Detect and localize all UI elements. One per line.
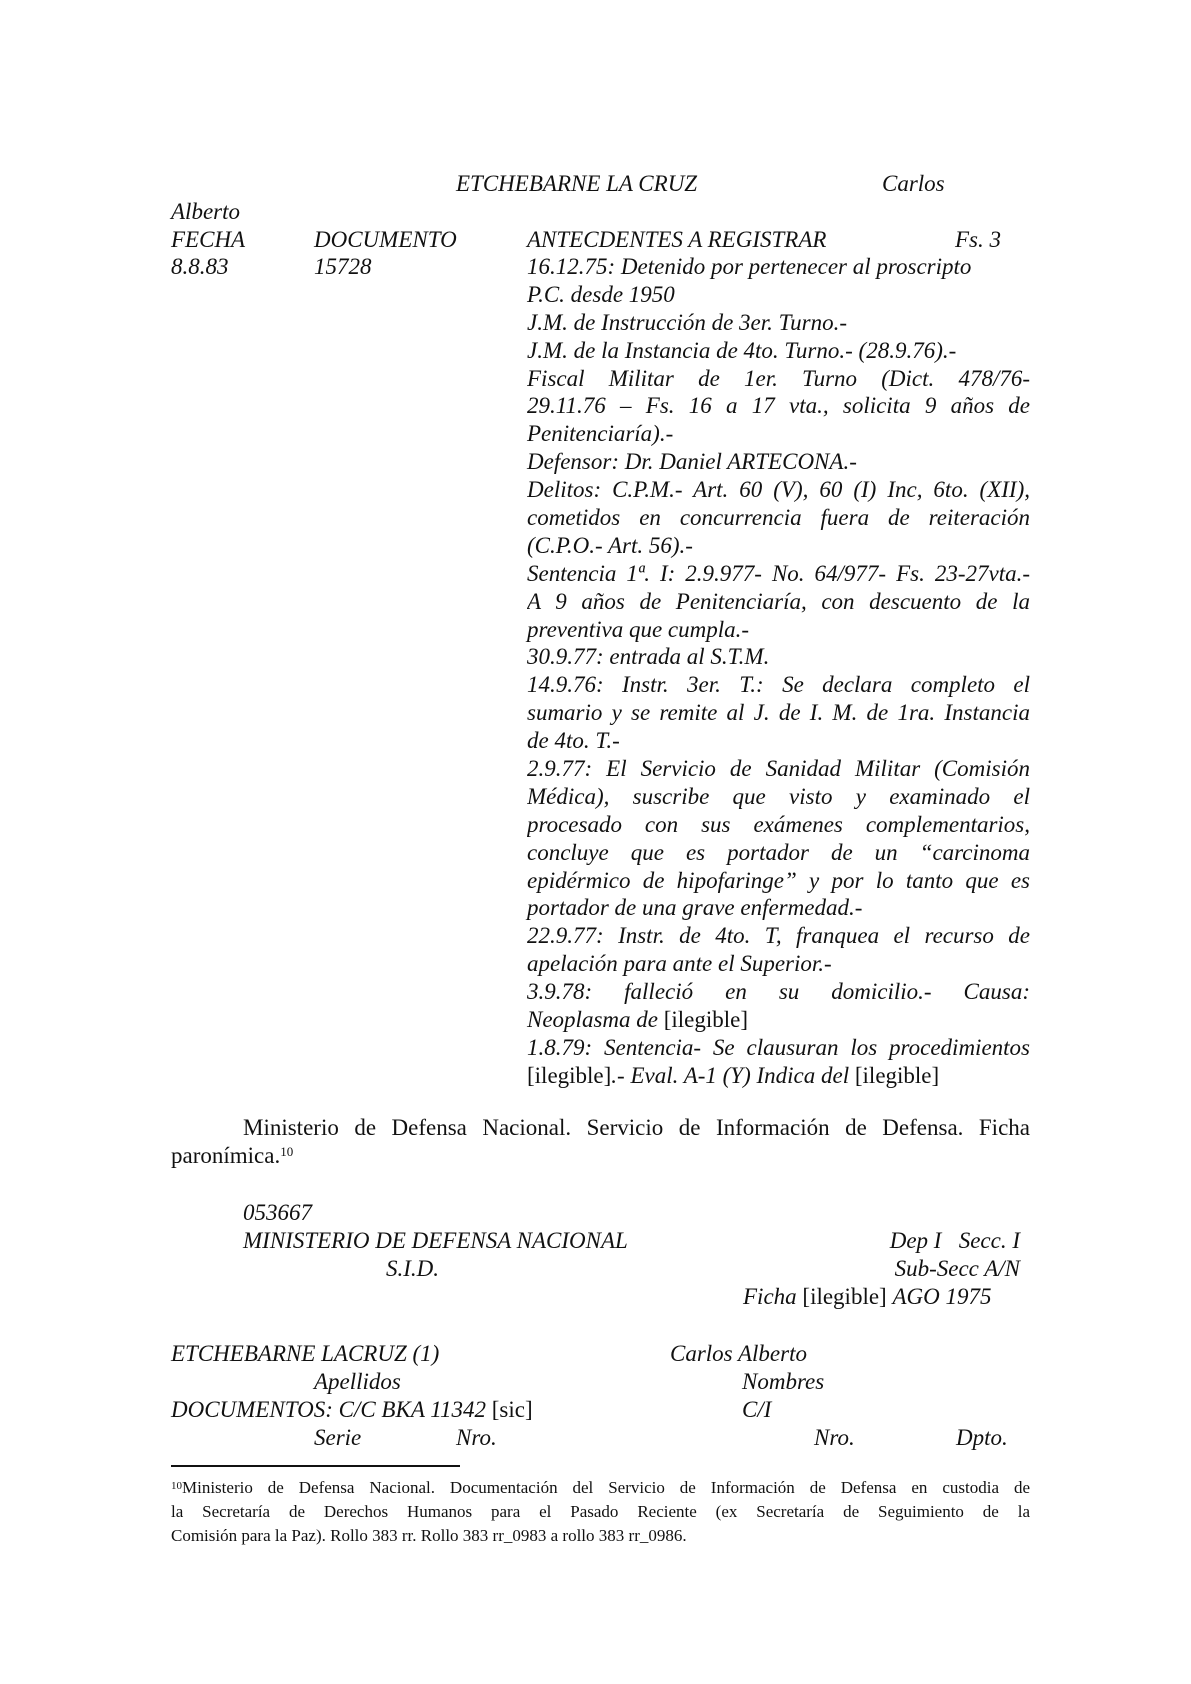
folio-number: Fs. 3 <box>955 227 1001 252</box>
illegible-mark: [ilegible] <box>527 1062 612 1088</box>
footnote-marker: 10 <box>171 1480 182 1492</box>
antecedente-line <box>527 476 1030 504</box>
ficha-ministry: MINISTERIO DE DEFENSA NACIONAL <box>243 1228 628 1253</box>
antecedente-line <box>527 643 1030 671</box>
antecedente-text: J.M. de la Instancia de 4to. Turno.- (28.9.76).- <box>527 337 957 363</box>
ficha-documentos: DOCUMENTOS: C/C BKA 11342 <box>171 1397 487 1422</box>
ficha-illegible: [ilegible] <box>802 1284 887 1309</box>
antecedente-line <box>527 309 1030 337</box>
antecedente-line <box>527 1034 1030 1062</box>
illegible-mark: [ilegible] <box>854 1062 940 1088</box>
illegible-mark: [ilegible] <box>663 1007 749 1033</box>
footnote-line-1: Ministerio de Defensa Nacional. Documentación del Servicio de Información de Defensa en custodia de <box>182 1478 1030 1497</box>
antecedente-line <box>527 755 1030 783</box>
ficha-subsection: Sub-Secc A/N <box>894 1256 1020 1281</box>
ficha-date: AGO 1975 <box>892 1284 992 1309</box>
antecedente-line <box>527 588 1030 616</box>
ficha-label: Ficha <box>743 1284 797 1309</box>
paragraph-line-1: Ministerio de Defensa Nacional. Servicio de Información de Defensa. Ficha <box>243 1115 1030 1140</box>
antecedente-line <box>527 783 1030 811</box>
antecedente-line <box>527 978 1030 1006</box>
ficha-line <box>743 1283 991 1311</box>
antecedente-text: Delitos: C.P.M.- Art. 60 (V), 60 (I) Inc, 6to. (XII), <box>527 477 1030 503</box>
antecedente-text: J.M. de Instrucción de 3er. Turno.- <box>527 309 848 335</box>
antecedente-text: de 4to. T.- <box>527 728 620 754</box>
row-date: 8.8.83 <box>171 254 229 279</box>
ficha-nombres-label: Nombres <box>742 1369 825 1394</box>
antecedente-line <box>527 365 1030 393</box>
antecedente-line <box>527 560 1030 588</box>
antecedente-line <box>527 839 1030 867</box>
antecedente-text: A 9 años de Penitenciaría, con descuento de la <box>527 588 1030 614</box>
antecedente-line <box>527 727 1030 755</box>
antecedente-text: 14.9.76: Instr. 3er. T.: Se declara completo el <box>527 672 1030 698</box>
antecedente-line <box>527 616 1030 644</box>
antecedente-line <box>527 253 1030 281</box>
antecedente-line <box>527 699 1030 727</box>
antecedente-text: 3.9.78: falleció en su domicilio.- Causa: <box>527 979 1030 1005</box>
footnote-separator <box>171 1465 460 1467</box>
ficha-apellidos-label: Apellidos <box>314 1369 401 1394</box>
antecedente-line <box>527 671 1030 699</box>
antecedente-text: 22.9.77: Instr. de 4to. T, franquea el recurso de <box>527 923 1030 949</box>
ficha-documentos-line <box>171 1396 533 1424</box>
antecedente-text: Penitenciaría).- <box>527 421 674 447</box>
antecedente-line <box>527 337 1030 365</box>
antecedente-line <box>527 950 1030 978</box>
ficha-nro-label-2: Nro. <box>814 1425 855 1450</box>
ficha-serie-label: Serie <box>314 1425 362 1450</box>
antecedente-line <box>527 1006 1030 1034</box>
antecedente-text: preventiva que cumpla.- <box>527 616 750 642</box>
antecedente-line <box>527 448 1030 476</box>
antecedente-text: P.C. desde 1950 <box>527 281 675 307</box>
antecedente-line <box>527 811 1030 839</box>
record-given-name-second: Alberto <box>171 199 240 224</box>
antecedente-line <box>527 1062 1030 1090</box>
antecedente-line <box>527 867 1030 895</box>
paragraph-line-2: paronímica. <box>171 1143 281 1168</box>
column-header-antecedentes: ANTECDENTES A REGISTRAR <box>527 227 827 252</box>
column-header-fecha: FECHA <box>171 227 246 252</box>
antecedente-text: (C.P.O.- Art. 56).- <box>527 532 693 558</box>
footnote-line-3: Comisión para la Paz). Rollo 383 rr. Rollo 383 rr_0983 a rollo 383 rr_0986. <box>171 1526 687 1545</box>
antecedente-text: apelación para ante el Superior.- <box>527 951 832 977</box>
footnote <box>171 1476 1030 1548</box>
antecedente-line <box>527 504 1030 532</box>
antecedente-text: .- Eval. A-1 (Y) Indica del <box>611 1062 850 1088</box>
record-given-name: Carlos <box>882 171 945 196</box>
antecedente-text: Defensor: Dr. Daniel ARTECONA.- <box>527 449 857 475</box>
ficha-number: 053667 <box>243 1200 312 1225</box>
ficha-surname: ETCHEBARNE LACRUZ (1) <box>171 1341 440 1366</box>
column-header-documento: DOCUMENTO <box>314 227 457 252</box>
antecedente-line <box>527 532 1030 560</box>
antecedente-text: Neoplasma de <box>527 1007 658 1033</box>
antecedente-text: cometidos en concurrencia fuera de reiteración <box>527 505 1030 531</box>
antecedente-text: concluye que es portador de un “carcinoma <box>527 839 1030 865</box>
antecedente-text: 2.9.77: El Servicio de Sanidad Militar (Comisión <box>527 756 1030 782</box>
source-paragraph <box>171 1114 1030 1170</box>
antecedente-line <box>527 392 1030 420</box>
antecedente-text: 30.9.77: entrada al S.T.M. <box>527 644 770 670</box>
antecedente-line <box>527 894 1030 922</box>
ficha-sid: S.I.D. <box>386 1256 440 1281</box>
ficha-sic: [sic] <box>491 1397 533 1422</box>
ficha-dpto-label: Dpto. <box>956 1425 1008 1450</box>
footnote-reference: 10 <box>280 1144 294 1159</box>
ficha-nro-label: Nro. <box>456 1425 497 1450</box>
ficha-ci: C/I <box>742 1397 772 1422</box>
ficha-names: Carlos Alberto <box>670 1341 807 1366</box>
antecedente-line <box>527 281 1030 309</box>
antecedente-text: portador de una grave enfermedad.- <box>527 895 863 921</box>
antecedente-text: Fiscal Militar de 1er. Turno (Dict. 478/76- <box>527 365 1030 391</box>
record-surname: ETCHEBARNE LA CRUZ <box>456 171 698 196</box>
antecedente-line <box>527 922 1030 950</box>
antecedente-text: procesado con sus exámenes complementarios, <box>527 811 1030 837</box>
antecedente-text: 29.11.76 – Fs. 16 a 17 vta., solicita 9 años de <box>527 393 1030 419</box>
antecedente-text: Médica), suscribe que visto y examinado el <box>527 783 1030 809</box>
antecedente-text: 1.8.79: Sentencia- Se clausuran los procedimientos <box>527 1034 1030 1060</box>
antecedente-text: epidérmico de hipofaringe” y por lo tanto que es <box>527 867 1030 893</box>
ficha-department: Dep I Secc. I <box>889 1228 1020 1253</box>
footnote-line-2: la Secretaría de Derechos Humanos para el Pasado Reciente (ex Secretaría de Seguimiento de la <box>171 1502 1030 1521</box>
row-document: 15728 <box>314 254 372 279</box>
antecedentes-list <box>527 253 1030 1090</box>
antecedente-text: 16.12.75: Detenido por pertenecer al proscripto <box>527 254 972 279</box>
antecedente-text: sumario y se remite al J. de I. M. de 1ra. Instancia <box>527 700 1030 726</box>
antecedente-text: Sentencia 1ª. I: 2.9.977- No. 64/977- Fs. 23-27vta.- <box>527 560 1030 586</box>
antecedente-line <box>527 420 1030 448</box>
